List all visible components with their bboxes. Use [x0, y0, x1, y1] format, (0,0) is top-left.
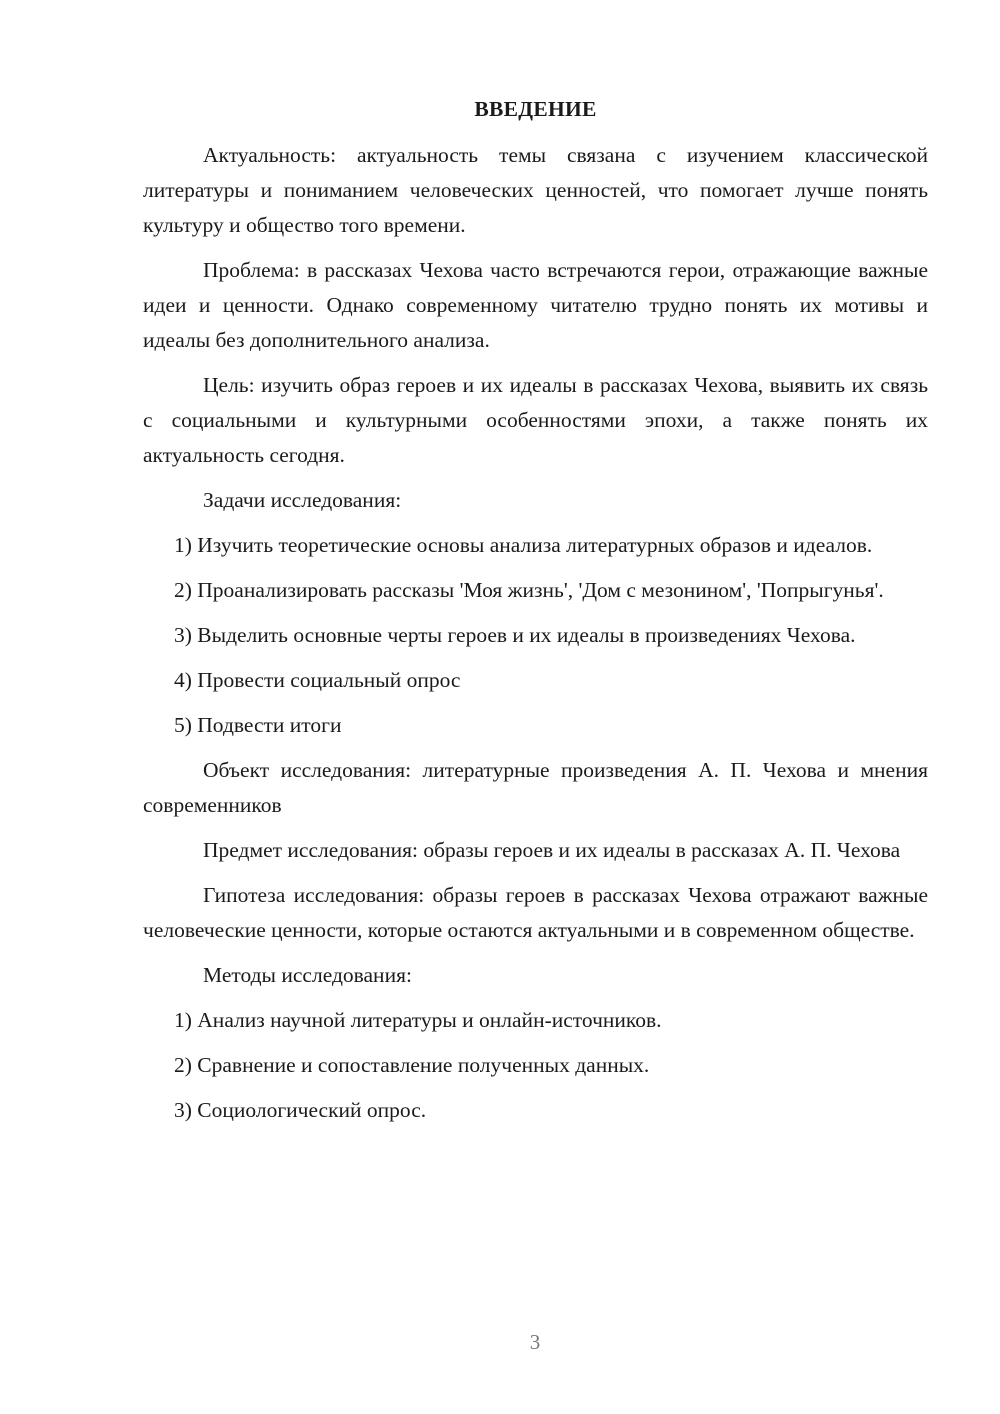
method-item: 1) Анализ научной литературы и онлайн-источников. [174, 1008, 662, 1032]
goal-paragraph: Цель: изучить образ героев и их идеалы в рассказах Чехова, выявить их связь с социальными и культурными особенностями эпохи, а также понять их актуальность сегодня. [143, 373, 928, 467]
task-item: 3) Выделить основные черты героев и их идеалы в произведениях Чехова. [174, 623, 856, 647]
problem-paragraph: Проблема: в рассказах Чехова часто встречаются герои, отражающие важные идеи и ценности. Однако современному читателю трудно понять их мотивы и идеалы без дополнительного анализа. [143, 258, 928, 352]
object-paragraph: Объект исследования: литературные произведения А. П. Чехова и мнения современников [143, 758, 928, 817]
task-item: 1) Изучить теоретические основы анализа литературных образов и идеалов. [174, 533, 873, 557]
task-item: 4) Провести социальный опрос [174, 668, 461, 692]
method-item: 3) Социологический опрос. [174, 1098, 427, 1122]
method-item: 2) Сравнение и сопоставление полученных данных. [174, 1053, 650, 1077]
task-item: 2) Проанализировать рассказы 'Моя жизнь', 'Дом с мезонином', 'Попрыгунья'. [174, 578, 884, 602]
task-item: 5) Подвести итоги [174, 713, 342, 737]
hypothesis-paragraph: Гипотеза исследования: образы героев в рассказах Чехова отражают важные человеческие ценности, которые остаются актуальными и в современном обществе. [143, 883, 928, 942]
page-number: 3 [529, 1330, 541, 1354]
subject-paragraph: Предмет исследования: образы героев и их идеалы в рассказах А. П. Чехова [203, 838, 901, 862]
methods-heading: Методы исследования: [203, 963, 412, 987]
section-title: ВВЕДЕНИЕ [474, 97, 597, 121]
relevance-paragraph: Актуальность: актуальность темы связана с изучением классической литературы и пониманием человеческих ценностей, что помогает лучше понять культуру и общество того времени. [143, 143, 928, 237]
document-page [143, 92, 928, 1138]
tasks-heading: Задачи исследования: [203, 488, 402, 512]
